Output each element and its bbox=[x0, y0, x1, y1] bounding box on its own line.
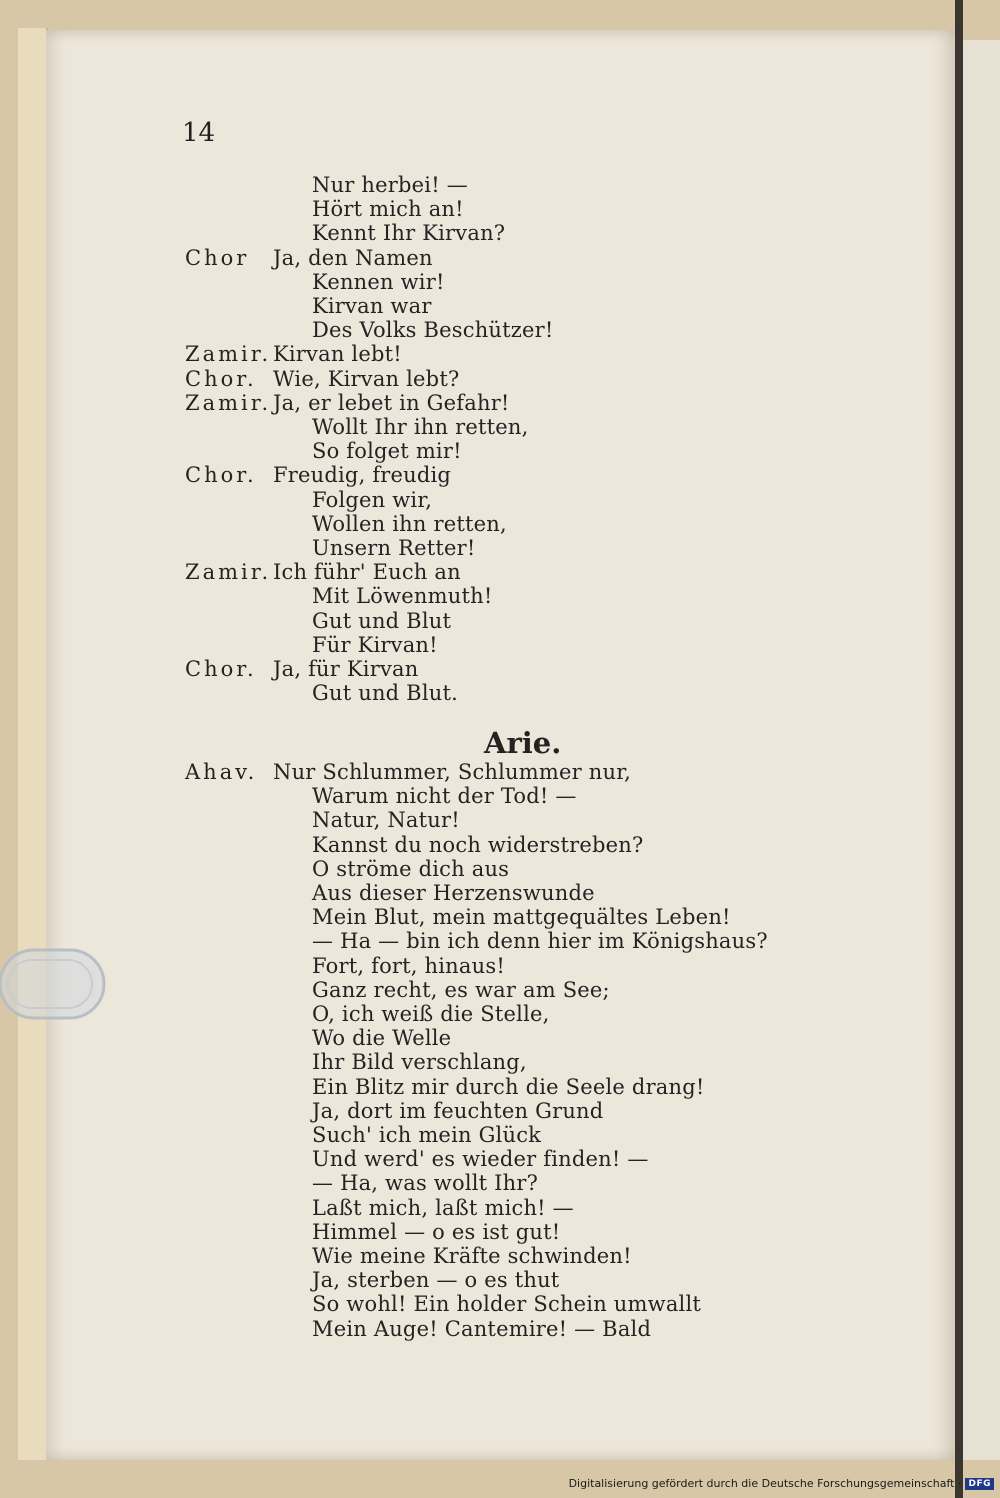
lyric-text: Kannst du noch widerstreben? bbox=[312, 832, 644, 857]
lyric-text: Des Volks Beschützer! bbox=[312, 318, 554, 343]
paper-clip-icon bbox=[0, 940, 112, 1030]
lyric-text: Laßt mich, laßt mich! — bbox=[312, 1195, 574, 1220]
lyric-text: Such' ich mein Glück bbox=[312, 1123, 542, 1147]
lyric-text: So folget mir! bbox=[312, 439, 462, 464]
adjacent-page-edge bbox=[963, 40, 1000, 1460]
lyric-text: Ich führ' Euch an bbox=[273, 560, 461, 585]
lyric-text: O, ich weiß die Stelle, bbox=[312, 1002, 550, 1026]
lyric-text: — Ha, was wollt Ihr? bbox=[312, 1171, 539, 1196]
aria-heading: Arie. bbox=[484, 726, 562, 760]
page-number: 14 bbox=[182, 118, 216, 148]
lyric-text: Nur herbei! — bbox=[312, 173, 468, 197]
lyric-text: Für Kirvan! bbox=[312, 632, 438, 657]
speaker-name: Chor bbox=[185, 245, 250, 270]
speaker-name: Chor. bbox=[185, 366, 257, 391]
digitization-footer bbox=[569, 1477, 994, 1490]
lyric-text: Himmel — o es ist gut! bbox=[312, 1219, 561, 1244]
lyric-text: Aus dieser Herzenswunde bbox=[312, 881, 595, 905]
speaker-name: Zamir. bbox=[185, 560, 272, 585]
speaker-name: Chor. bbox=[185, 657, 257, 681]
lyric-text: Mit Löwenmuth! bbox=[312, 584, 493, 609]
lyric-text: Warum nicht der Tod! — bbox=[312, 784, 577, 809]
lyric-text: Ein Blitz mir durch die Seele drang! bbox=[312, 1074, 705, 1099]
lyric-text: Ja, dort im feuchten Grund bbox=[312, 1098, 604, 1123]
lyric-text: Kennt Ihr Kirvan? bbox=[312, 221, 506, 246]
lyric-text: Freudig, freudig bbox=[273, 463, 452, 488]
lyric-text: — Ha — bin ich denn hier im Königshaus? bbox=[312, 929, 768, 954]
speaker-name: Zamir. bbox=[185, 342, 272, 367]
lyric-text: Ja, er lebet in Gefahr! bbox=[273, 390, 510, 415]
lyric-text: O ströme dich aus bbox=[312, 856, 510, 881]
lyric-text: Wo die Welle bbox=[312, 1026, 452, 1051]
lyric-text: Ja, den Namen bbox=[273, 245, 433, 270]
lyric-text: Kennen wir! bbox=[312, 269, 445, 294]
lyric-text: Mein Auge! Cantemire! — Bald bbox=[312, 1316, 652, 1341]
lyric-text: Ganz recht, es war am See; bbox=[312, 977, 610, 1002]
lyric-text: Gut und Blut. bbox=[312, 681, 458, 706]
lyric-text: Wie, Kirvan lebt? bbox=[273, 366, 460, 391]
book-cover-edge bbox=[18, 28, 48, 1460]
speaker-name: Ahav. bbox=[185, 760, 258, 784]
lyric-text: Mein Blut, mein mattgequältes Leben! bbox=[312, 905, 731, 930]
lyric-text: So wohl! Ein holder Schein umwallt bbox=[312, 1292, 702, 1317]
dfg-logo-icon: DFG bbox=[965, 1478, 994, 1490]
lyric-text: Und werd' es wieder finden! — bbox=[312, 1147, 649, 1172]
lyric-text: Ja, sterben — o es thut bbox=[312, 1268, 560, 1293]
lyric-text: Wie meine Kräfte schwinden! bbox=[312, 1244, 632, 1268]
lyric-text: Kirvan lebt! bbox=[273, 342, 402, 367]
lyric-text: Kirvan war bbox=[312, 294, 432, 318]
lyric-text: Unsern Retter! bbox=[312, 536, 476, 560]
footer-text: Digitalisierung gefördert durch die Deutsche Forschungsgemeinschaft · bbox=[568, 1477, 962, 1490]
lyric-text: Natur, Natur! bbox=[312, 808, 460, 833]
lyric-text: Ihr Bild verschlang, bbox=[312, 1050, 527, 1075]
lyric-text: Fort, fort, hinaus! bbox=[312, 953, 505, 978]
page-gutter bbox=[955, 0, 963, 1498]
lyric-text: Wollen ihn retten, bbox=[312, 511, 507, 536]
lyric-text: Wollt Ihr ihn retten, bbox=[312, 415, 529, 439]
lyric-text: Gut und Blut bbox=[312, 608, 452, 633]
speaker-name: Chor. bbox=[185, 463, 257, 488]
lyric-text: Hört mich an! bbox=[312, 197, 464, 222]
speaker-name: Zamir. bbox=[185, 390, 272, 415]
lyric-text: Nur Schlummer, Schlummer nur, bbox=[273, 760, 632, 784]
lyric-text: Folgen wir, bbox=[312, 487, 433, 512]
lyric-text: Ja, für Kirvan bbox=[273, 657, 419, 681]
